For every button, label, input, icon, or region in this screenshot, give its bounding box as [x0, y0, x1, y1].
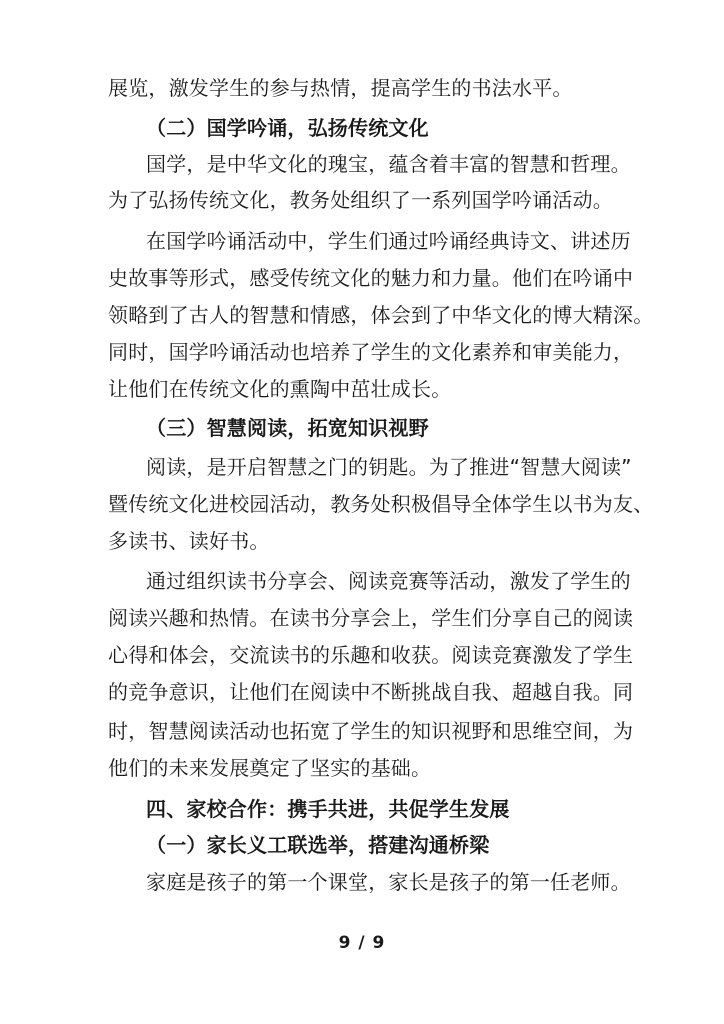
section-heading-guoxue: （二）国学吟诵，弘扬传统文化 [146, 116, 429, 140]
paragraph-line: 展览，激发学生的参与热情，提高学生的书法水平。 [108, 76, 573, 100]
paragraph-line: 史故事等形式，感受传统文化的魅力和力量。他们在吟诵中 [108, 266, 634, 290]
paragraph-line: 时，智慧阅读活动也拓宽了学生的知识视野和思维空间，为 [108, 719, 634, 743]
page-number: 9 / 9 [338, 933, 386, 953]
paragraph-line: 阅读，是开启智慧之门的钥匙。为了推进“智慧大阅读” [146, 455, 632, 479]
paragraph-line: 暨传统文化进校园活动，教务处积极倡导全体学生以书为友、 [108, 492, 654, 516]
paragraph-line: 国学，是中华文化的瑰宝，蕴含着丰富的智慧和哲理。 [146, 152, 631, 176]
paragraph-line: 同时，国学吟诵活动也培养了学生的文化素养和审美能力， [108, 340, 634, 364]
paragraph-line: 他们的未来发展奠定了坚实的基础。 [108, 756, 432, 780]
paragraph-line: 领略到了古人的智慧和情感，体会到了中华文化的博大精深。 [108, 303, 654, 327]
paragraph-line: 家庭是孩子的第一个课堂，家长是孩子的第一任老师。 [146, 870, 631, 894]
paragraph-line: 的竞争意识，让他们在阅读中不断挑战自我、超越自我。同 [108, 680, 634, 704]
paragraph-line: 多读书、读好书。 [108, 529, 270, 553]
paragraph-line: 为了弘扬传统文化，教务处组织了一系列国学吟诵活动。 [108, 188, 613, 212]
paragraph-line: 心得和体会，交流读书的乐趣和收获。阅读竞赛激发了学生 [108, 643, 634, 667]
paragraph-line: 在国学吟诵活动中，学生们通过吟诵经典诗文、讲述历 [146, 229, 631, 253]
section-heading-yuedu: （三）智慧阅读，拓宽知识视野 [146, 416, 429, 440]
paragraph-line: 让他们在传统文化的熏陶中茁壮成长。 [108, 377, 452, 401]
paragraph-line: 阅读兴趣和热情。在读书分享会上，学生们分享自己的阅读 [108, 606, 634, 630]
section-heading-jiaxiao: 四、家校合作：携手共进，共促学生发展 [146, 797, 510, 821]
section-heading-jiazhang: （一）家长义工联选举，搭建沟通桥梁 [146, 833, 490, 857]
paragraph-line: 通过组织读书分享会、阅读竞赛等活动，激发了学生的 [146, 569, 631, 593]
